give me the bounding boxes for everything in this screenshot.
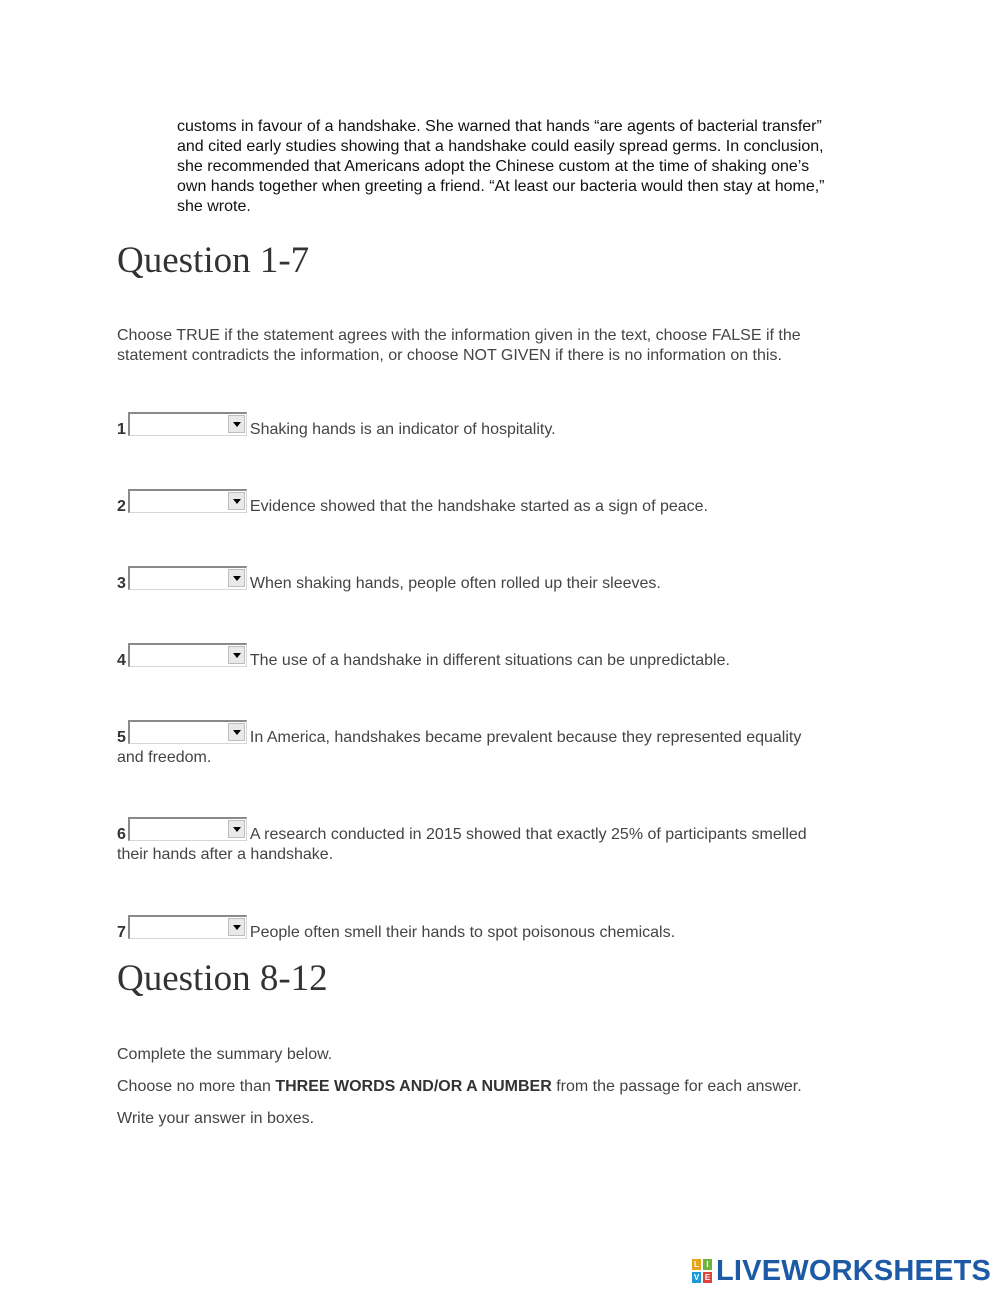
instruction-line: statement contradicts the information, or choose NOT GIVEN if there is no information on this.	[117, 347, 782, 364]
question-5	[117, 720, 877, 768]
question-number: 1	[117, 421, 126, 438]
logo-text: LIVEWORKSHEETS	[716, 1254, 992, 1287]
question-1	[117, 412, 877, 440]
question-text: When shaking hands, people often rolled up their sleeves.	[249, 575, 661, 592]
logo-block: L	[692, 1259, 701, 1270]
liveworksheets-logo	[692, 1256, 991, 1286]
question-number: 6	[117, 826, 126, 843]
question-number: 3	[117, 575, 126, 592]
logo-block: I	[703, 1259, 712, 1270]
answer-dropdown-4[interactable]	[128, 643, 247, 667]
question-3	[117, 566, 877, 594]
passage-excerpt	[177, 117, 877, 217]
word-limit-emphasis: THREE WORDS AND/OR A NUMBER	[275, 1078, 552, 1095]
answer-dropdown-2[interactable]	[128, 489, 247, 513]
question-text: Evidence showed that the handshake started as a sign of peace.	[249, 498, 708, 515]
dropdown-arrow-icon[interactable]	[228, 569, 245, 587]
answer-dropdown-3[interactable]	[128, 566, 247, 590]
passage-line: own hands together when greeting a friend. “At least our bacteria would then stay at home,”	[177, 178, 825, 195]
question-2	[117, 489, 877, 517]
question-number: 7	[117, 924, 126, 941]
logo-block: V	[693, 1273, 700, 1282]
passage-line: she recommended that Americans adopt the Chinese custom at the time of shaking one’s	[177, 158, 810, 175]
section-1-instructions	[117, 326, 877, 366]
question-text-continued: and freedom.	[117, 749, 212, 766]
question-text: People often smell their hands to spot poisonous chemicals.	[249, 924, 676, 941]
logo-blocks-icon	[692, 1259, 712, 1283]
question-7	[117, 915, 877, 943]
dropdown-arrow-icon[interactable]	[228, 415, 245, 433]
question-text-continued: their hands after a handshake.	[117, 846, 334, 863]
summary-instruction-2	[117, 1077, 802, 1097]
passage-line: and cited early studies showing that a handshake could easily spread germs. In conclusion,	[177, 138, 824, 155]
dropdown-arrow-icon[interactable]	[228, 820, 245, 838]
passage-line: she wrote.	[177, 198, 251, 215]
section-2-title: Question 8-12	[117, 958, 328, 999]
question-text: The use of a handshake in different situations can be unpredictable.	[249, 652, 730, 669]
question-number: 4	[117, 652, 126, 669]
instruction-text: from the passage for each answer.	[551, 1078, 802, 1095]
question-4	[117, 643, 877, 671]
answer-dropdown-5[interactable]	[128, 720, 247, 744]
answer-dropdown-6[interactable]	[128, 817, 247, 841]
question-text: Shaking hands is an indicator of hospitality.	[249, 421, 556, 438]
question-text: A research conducted in 2015 showed that exactly 25% of participants smelled	[249, 826, 807, 843]
dropdown-arrow-icon[interactable]	[228, 646, 245, 664]
instruction-text: Choose no more than	[117, 1078, 276, 1095]
section-1-title: Question 1-7	[117, 240, 310, 281]
summary-instruction-3: Write your answer in boxes.	[117, 1110, 315, 1127]
dropdown-arrow-icon[interactable]	[228, 723, 245, 741]
instruction-line: Choose TRUE if the statement agrees with the information given in the text, choose FALSE if the	[117, 327, 801, 344]
dropdown-arrow-icon[interactable]	[228, 918, 245, 936]
logo-block: E	[704, 1273, 711, 1282]
answer-dropdown-1[interactable]	[128, 412, 247, 436]
passage-line: customs in favour of a handshake. She warned that hands “are agents of bacterial transfer”	[177, 118, 822, 135]
question-number: 2	[117, 498, 126, 515]
answer-dropdown-7[interactable]	[128, 915, 247, 939]
dropdown-arrow-icon[interactable]	[228, 492, 245, 510]
summary-instruction-1: Complete the summary below.	[117, 1046, 333, 1063]
question-6	[117, 817, 877, 865]
question-number: 5	[117, 729, 126, 746]
question-text: In America, handshakes became prevalent because they represented equality	[249, 729, 802, 746]
